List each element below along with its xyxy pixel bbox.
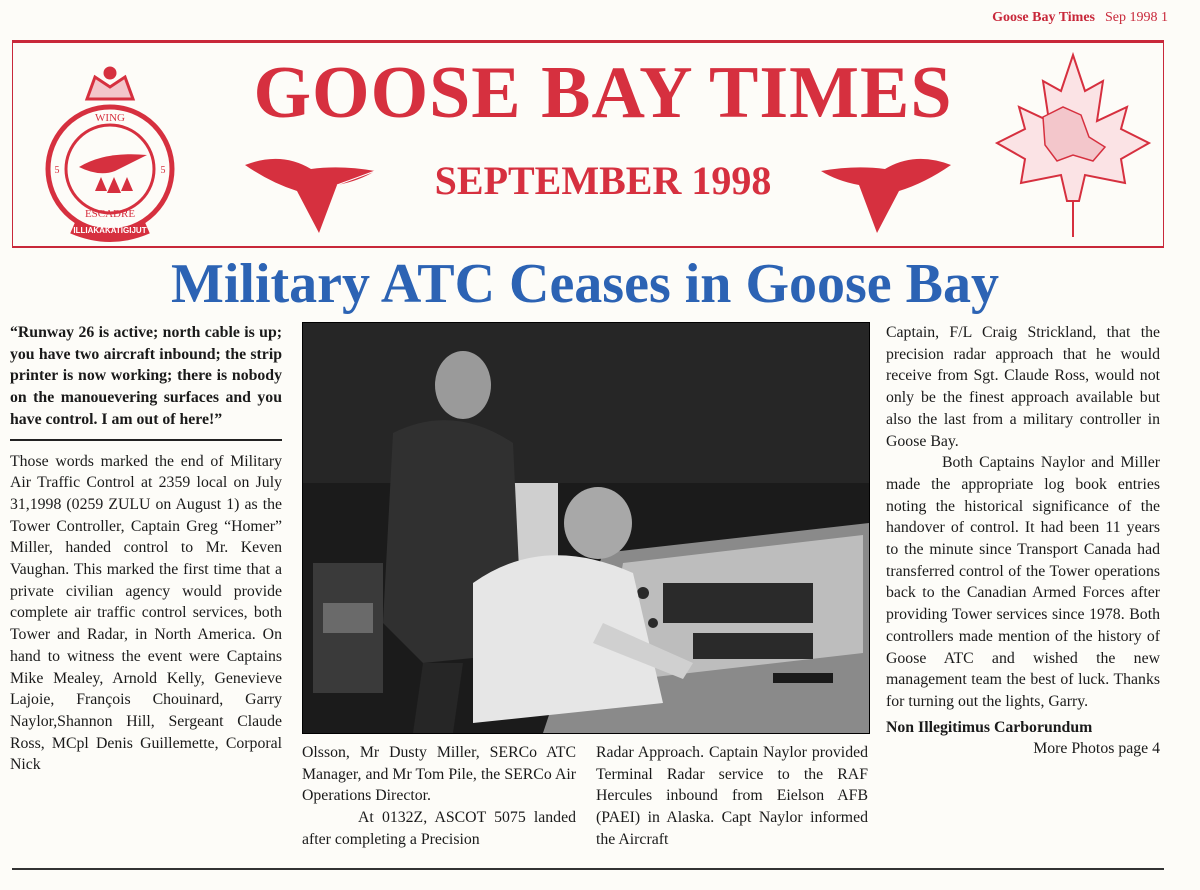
article-paragraph: Olsson, Mr Dusty Miller, SERCo ATC Manager, and Mr Tom Pile, the SERCo Air Operations Director. [302, 744, 576, 805]
lead-quote: “Runway 26 is active; north cable is up; you have two aircraft inbound; the strip printer is now working; there is nobody on the manouevering surfaces and you have control. I am out of here!” [10, 324, 282, 428]
svg-text:ILLIAKAKATIGIJUT: ILLIAKAKATIGIJUT [73, 226, 147, 235]
control-tower-photo [302, 322, 870, 734]
article-column-1 [10, 322, 282, 776]
masthead [12, 40, 1164, 248]
closing-motto: Non Illegitimus Carborundum [886, 718, 1093, 736]
more-photos-link: More Photos page 4 [1033, 740, 1160, 758]
svg-text:ESCADRE: ESCADRE [84, 208, 136, 220]
svg-text:5: 5 [54, 165, 60, 176]
maple-leaf-icon [993, 51, 1153, 241]
running-header-paper: Goose Bay Times [992, 10, 1095, 25]
svg-text:WING: WING [95, 112, 125, 124]
goose-icon [241, 147, 381, 237]
headline: Military ATC Ceases in Goose Bay [170, 253, 1000, 315]
article-paragraph: At 0132Z, ASCOT 5075 landed after completing a Precision [302, 809, 576, 848]
article-paragraph: Radar Approach. Captain Naylor provided Terminal Radar service to the RAF Hercules inbound from Eielson AFB (PAEI) in Alaska. Capt Naylor informed the Aircraft [596, 744, 868, 848]
footer-rule [12, 868, 1164, 870]
masthead-title: GOOSE BAY TIMES [253, 52, 953, 134]
article-paragraph: Captain, F/L Craig Strickland, that the precision radar approach that he would receive from Sgt. Claude Ross, would not only be the finest approach available but also the last from a military controller in Goose Bay. [886, 324, 1160, 450]
article-column-2 [302, 742, 576, 851]
divider [10, 439, 282, 441]
article-column-4 [886, 322, 1160, 760]
article-paragraph: Those words marked the end of Military Air Traffic Control at 2359 local on July 31,1998 (0259 ZULU on August 1) as the Tower Controller, Captain Greg “Homer” Miller, handed control to Mr. Keven Vaughan. This marked the first time that a private civilian agency would provide complete air traffic control services, both Tower and Radar, in North America. On hand to witness the event were Captains Mike Mealey, Arnold Kelly, Genevieve Lajoie, François Chouinard, Garry Naylor,Shannon Hill, Sergeant Claude Ross, MCpl Denis Guillemette, Corporal Nick [10, 452, 282, 774]
running-header [992, 10, 1168, 26]
running-header-issue: Sep 1998 1 [1105, 10, 1168, 25]
goose-icon [815, 147, 955, 237]
article-column-3 [596, 742, 868, 851]
masthead-date: SEPTEMBER 1998 [434, 158, 772, 203]
article-paragraph: Both Captains Naylor and Miller made the appropriate log book entries noting the historical significance of the handover of control. It had been 11 years to the minute since Transport Canada had transferred control of the Tower operations back to the Canadian Armed Forces after providing Tower services since 1978. Both controllers made mention of the history of Goose ATC and wished the new management team the best of luck. Thanks for turning out the lights, Garry. [886, 454, 1160, 710]
wing-crest-icon [35, 59, 185, 249]
svg-text:5: 5 [160, 165, 166, 176]
